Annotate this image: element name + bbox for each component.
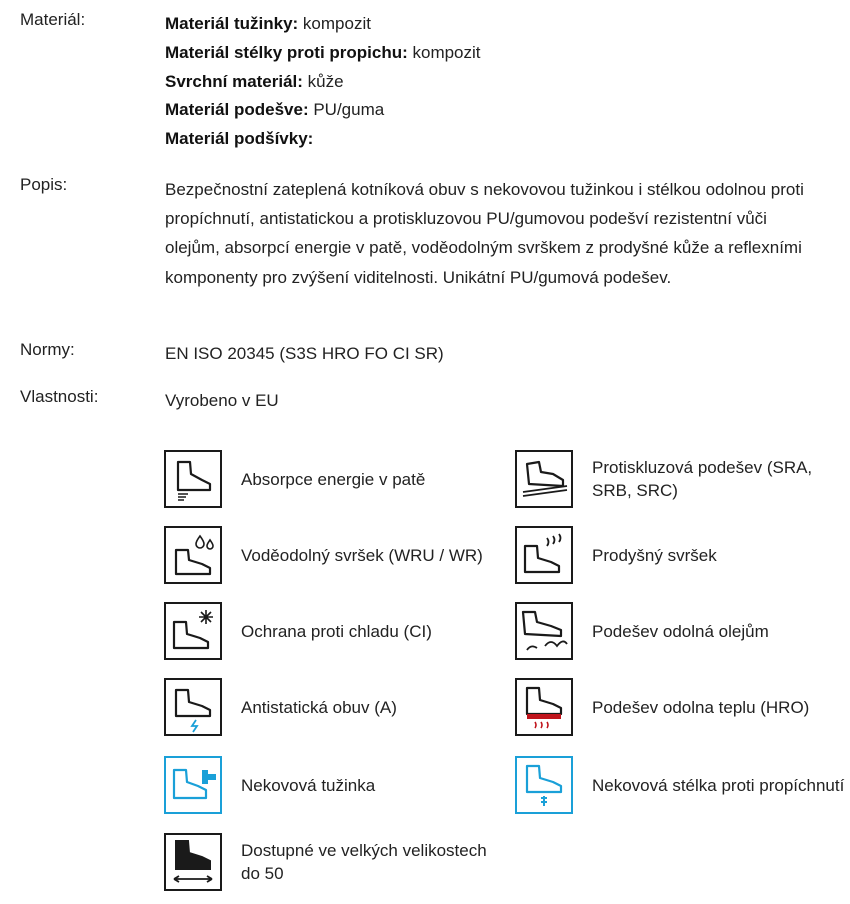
feature-label: Absorpce energie v patě [241,469,426,489]
vlastnosti-row [20,387,830,417]
material-key: Materiál podešve: [165,100,309,120]
large-sizes-icon [164,833,222,891]
feature-item [515,602,845,662]
feature-item [164,833,494,893]
material-key: Svrchní materiál: [165,71,303,91]
non-metal-midsole-icon [515,756,573,814]
material-row [20,10,830,155]
material-key: Materiál tužinky: [165,14,299,33]
material-values [165,10,830,154]
cold-insulation-icon [164,602,222,660]
material-item [165,96,830,125]
feature-label: Prodyšný svršek [592,545,717,565]
feature-item [515,526,845,586]
feature-label: Nekovová tužinka [241,775,376,795]
material-label: Materiál: [20,10,86,29]
vlastnosti-label: Vlastnosti: [20,387,99,406]
popis-row [20,175,830,325]
feature-item [515,756,845,816]
non-metal-toecap-icon [164,756,222,814]
feature-label: Podešev odolna teplu (HRO) [592,697,810,717]
material-value: PU/guma [308,100,385,120]
material-value: kůže [302,71,344,91]
vlastnosti-value: Vyrobeno v EU [165,391,279,410]
material-item [165,68,830,97]
popis-label: Popis: [20,175,68,194]
material-key: Materiál podšívky: [165,129,314,149]
material-item [165,125,830,154]
feature-label: Antistatická obuv (A) [241,697,397,717]
normy-value: EN ISO 20345 (S3S HRO FO CI SR) [165,344,444,363]
material-item [165,10,830,39]
material-key: Materiál stélky proti propichu: [165,42,408,62]
feature-label: Nekovová stélka proti propíchnutí [592,775,845,795]
feature-label: Ochrana proti chladu (CI) [241,621,432,641]
oil-resistant-sole-icon [515,602,573,660]
feature-label: Voděodolný svršek (WRU / WR) [241,545,483,565]
feature-label: Protiskluzová podešev (SRA, SRB, SRC) [592,458,813,500]
feature-item [164,526,494,586]
feature-item [164,602,494,662]
material-item [165,39,830,68]
breathable-upper-icon [515,526,573,584]
material-value: kompozit [407,42,481,62]
water-resistant-upper-icon [164,526,222,584]
anti-slip-sole-icon [515,450,573,508]
popis-text: Bezpečnostní zateplená kotníková obuv s nekovovou tužinkou i stélkou odolnou proti propíchnutí, antistatickou a protiskluzovou PU/gumovou podešví rezistentní vůči olejům, absorpcí energie v patě, voděodolným svrškem z prodyšné kůže a reflexními komponenty pro zvýšení viditelnosti. Unikátní PU/gumová podešev. [165,180,804,287]
heat-resistant-sole-icon [515,678,573,736]
material-value: kompozit [298,14,371,33]
feature-item [515,678,845,738]
feature-item [164,756,494,816]
normy-row [20,340,830,370]
feature-item [164,678,494,738]
feature-label: Dostupné ve velkých velikostech do 50 [241,841,487,883]
feature-label: Podešev odolná olejům [592,621,769,641]
feature-item [515,450,845,510]
feature-item [164,450,494,510]
heel-energy-absorption-icon [164,450,222,508]
normy-label: Normy: [20,340,75,359]
antistatic-icon [164,678,222,736]
